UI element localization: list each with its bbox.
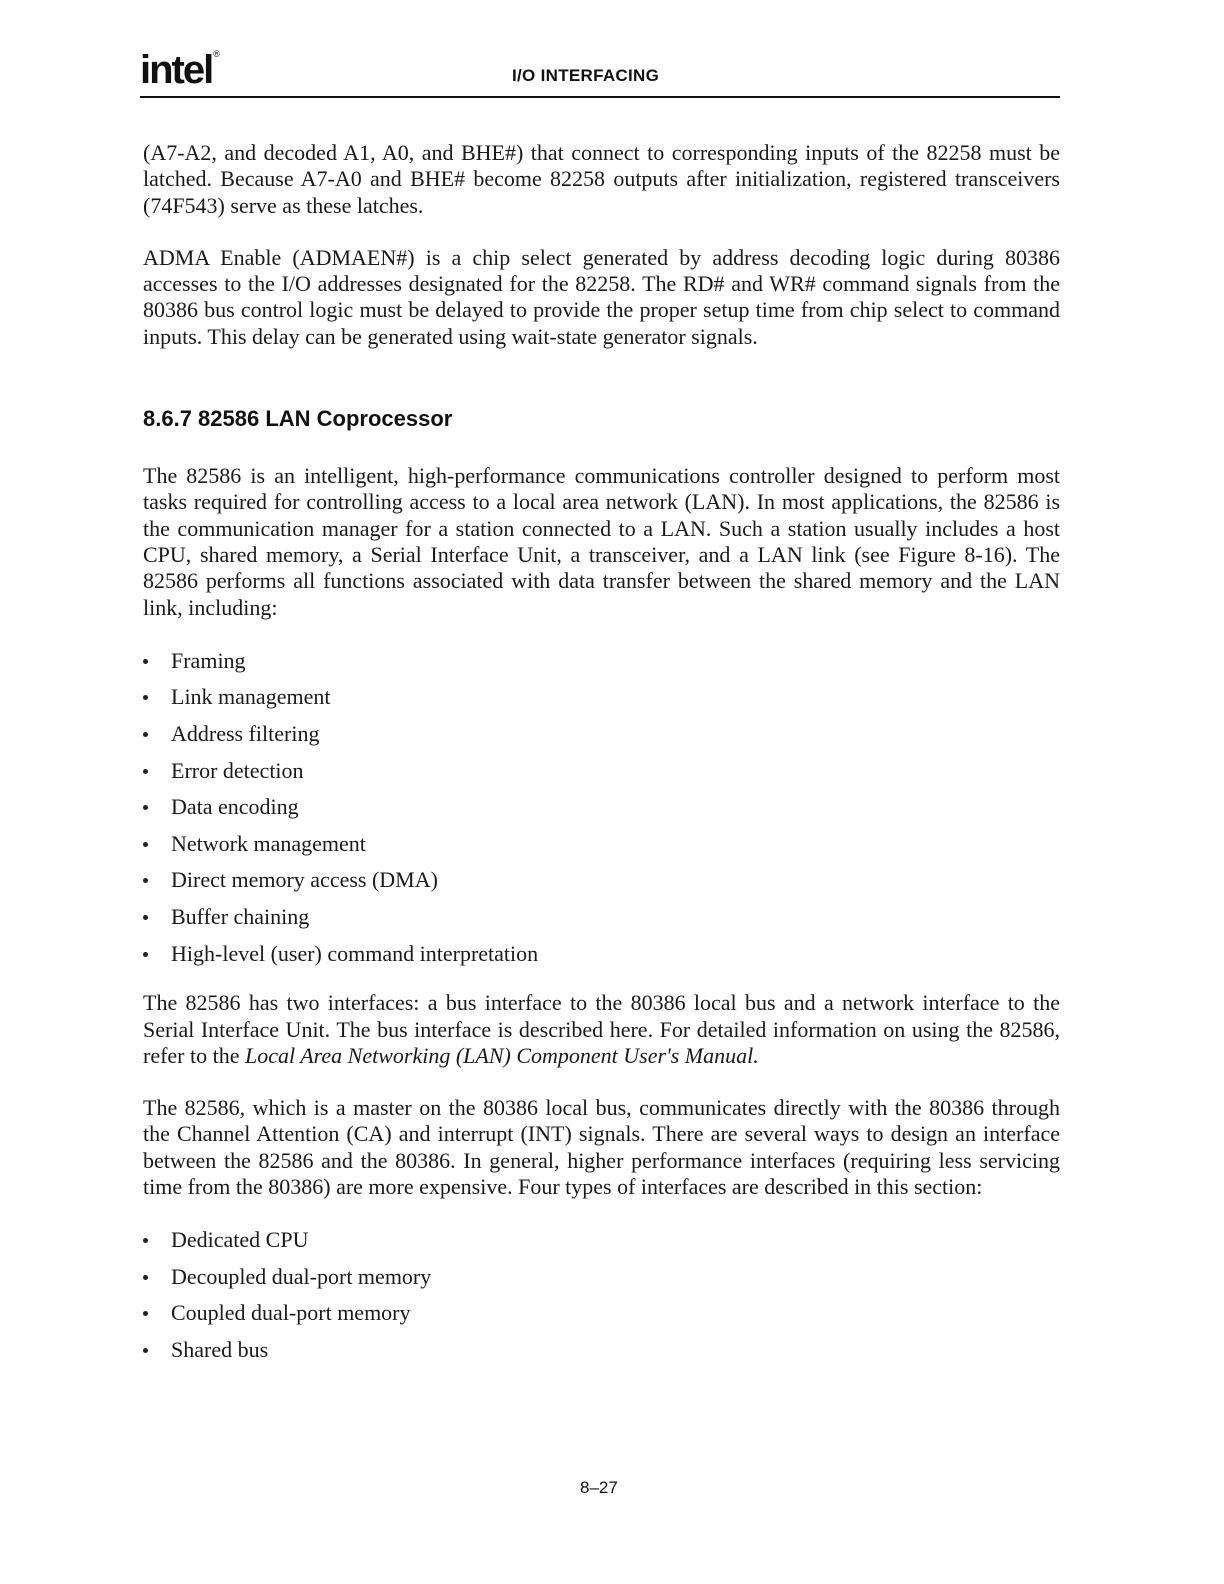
running-header-title: I/O INTERFACING <box>512 66 660 85</box>
paragraph-latches: (A7-A2, and decoded A1, A0, and BHE#) that connect to corresponding inputs of the 82258 must be latched. Because A7-A0 and BHE# become 82258 outputs after initialization, registered transceivers (74F543) serve as these latches. <box>143 140 1060 218</box>
bullet-icon <box>143 695 148 700</box>
registered-mark: ® <box>213 49 220 59</box>
list-item-text: Coupled dual-port memory <box>171 1300 411 1326</box>
manual-title-reference: Local Area Networking (LAN) Component User's Manual. <box>245 1042 759 1068</box>
bullet-icon <box>143 769 148 774</box>
list-item <box>143 1336 1060 1373</box>
list-item-text: Framing <box>171 647 246 673</box>
list-item-text: Link management <box>171 684 331 710</box>
interface-types-list <box>143 1226 1060 1372</box>
list-item <box>143 793 1060 830</box>
bullet-icon <box>143 915 148 920</box>
bullet-icon <box>143 1238 148 1243</box>
bullet-icon <box>143 1311 148 1316</box>
paragraph-82586-intro: The 82586 is an intelligent, high-performance communications controller designed to perform most tasks required for controlling access to a local area network (LAN). In most applications, the 82586 is the communication manager for a station connected to a LAN. Such a station usually includes a host CPU, shared memory, a Serial Interface Unit, a transceiver, and a LAN link (see Figure 8-16). The 82586 performs all functions associated with data transfer between the shared memory and the LAN link, including: <box>143 463 1060 620</box>
functions-list <box>143 647 1060 976</box>
list-item-text: Data encoding <box>171 794 299 820</box>
bullet-icon <box>143 842 148 847</box>
list-item-text: Decoupled dual-port memory <box>171 1263 432 1289</box>
list-item-text: Buffer chaining <box>171 904 310 930</box>
list-item-text: Direct memory access (DMA) <box>171 867 438 893</box>
bullet-icon <box>143 1348 148 1353</box>
bullet-icon <box>143 805 148 810</box>
list-item-text: Address filtering <box>171 721 320 747</box>
list-item-text: Network management <box>171 830 366 856</box>
page-number: 8–27 <box>580 1478 618 1497</box>
list-item-text: Shared bus <box>171 1337 269 1363</box>
list-item-text: Dedicated CPU <box>171 1227 309 1253</box>
list-item <box>143 1263 1060 1300</box>
list-item <box>143 1299 1060 1336</box>
list-item <box>143 683 1060 720</box>
bullet-icon <box>143 659 148 664</box>
bullet-icon <box>143 1275 148 1280</box>
list-item <box>143 903 1060 940</box>
list-item <box>143 830 1060 867</box>
bullet-icon <box>143 952 148 957</box>
paragraph-interfaces-text: The 82586 has two interfaces: a bus interface to the 80386 local bus and a network interface to the Serial Interface Unit. The bus interface is described here. For detailed information on using the 82586, refer to the <box>143 990 1060 1068</box>
intel-logo <box>140 50 220 90</box>
list-item <box>143 940 1060 977</box>
section-heading: 8.6.7 82586 LAN Coprocessor <box>143 406 453 432</box>
header-divider <box>140 96 1060 98</box>
list-item <box>143 757 1060 794</box>
list-item <box>143 720 1060 757</box>
list-item-text: Error detection <box>171 757 304 783</box>
page-body <box>143 140 1060 1373</box>
list-item <box>143 866 1060 903</box>
list-item-text: High-level (user) command interpretation <box>171 940 539 966</box>
paragraph-admaen: ADMA Enable (ADMAEN#) is a chip select generated by address decoding logic during 80386 accesses to the I/O addresses designated for the 82258. The RD# and WR# command signals from the 80386 bus control logic must be delayed to provide the proper setup time from chip select to command inputs. This delay can be generated using wait-state generator signals. <box>143 244 1060 349</box>
paragraph-master-bus: The 82586, which is a master on the 80386 local bus, communicates directly with the 80386 through the Channel Attention (CA) and interrupt (INT) signals. There are several ways to design an interface between the 82586 and the 80386. In general, higher performance interfaces (requiring less servicing time from the 80386) are more expensive. Four types of interfaces are described in this section: <box>143 1095 1060 1199</box>
list-item <box>143 1226 1060 1263</box>
bullet-icon <box>143 878 148 883</box>
paragraph-interfaces <box>143 990 1060 1069</box>
list-item <box>143 647 1060 684</box>
logo-text: intel <box>140 48 213 92</box>
bullet-icon <box>143 732 148 737</box>
